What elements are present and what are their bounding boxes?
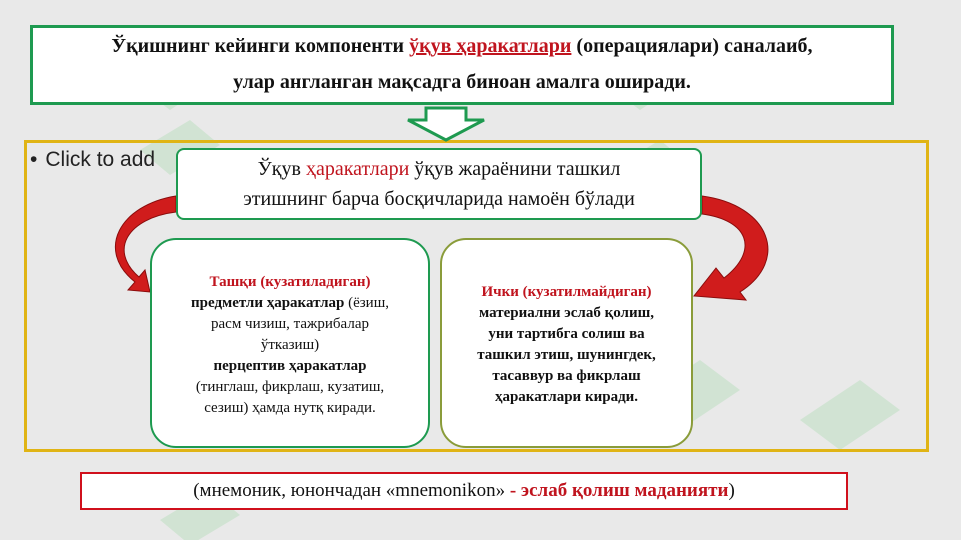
middle-box-line1 <box>178 154 700 184</box>
middle-box-pre: Ўқув <box>257 158 306 180</box>
external-card-line1 <box>152 293 428 314</box>
internal-card-line1: материални эслаб қолиш, <box>478 305 655 321</box>
top-box-line1-pre: Ўқишнинг кейинги компоненти <box>111 35 410 57</box>
top-box-line2: улар англанган мақсадга биноан амалга оширади. <box>233 71 691 93</box>
middle-box <box>176 148 702 220</box>
internal-actions-card <box>440 238 693 448</box>
bottom-note-accent: - эслаб қолиш маданияти <box>509 480 729 501</box>
top-box-accent: ўқув ҳаракатлари <box>409 35 572 57</box>
down-arrow-icon <box>408 108 484 140</box>
internal-card-line2: уни тартибга солиш ва <box>488 326 645 342</box>
external-card-line1-rest: (ёзиш, <box>344 295 389 311</box>
internal-card-line4: тасаввур ва фикрлаш <box>492 368 641 384</box>
bottom-note-pre: (мнемоник, юнончадан «mnemonikon» <box>193 480 510 501</box>
bottom-note-post: ) <box>728 480 735 501</box>
external-card-line1-bold: предметли ҳаракатлар <box>191 295 345 311</box>
external-card-line3: ўтказиш) <box>260 337 320 353</box>
external-card-line2: расм чизиш, тажрибалар <box>211 316 369 332</box>
middle-box-post: ўқув жараёнини ташкил <box>409 158 621 180</box>
external-card-line5: (тинглаш, фикрлаш, кузатиш, <box>195 379 385 395</box>
top-box-line1-post: (операциялари) саналаиб, <box>571 35 813 57</box>
internal-card-title: Ички (кузатилмайдиган) <box>481 284 652 300</box>
external-card-title: Ташқи (кузатиладиган) <box>209 274 371 290</box>
external-actions-card <box>150 238 430 448</box>
external-card-line4: перцептив ҳаракатлар <box>213 358 367 374</box>
right-curved-arrow-icon <box>694 196 768 300</box>
bullet-point: • <box>30 148 38 171</box>
internal-card-line5: ҳаракатлари киради. <box>494 389 639 405</box>
placeholder-text: Click to add <box>45 148 156 171</box>
middle-box-line2: этишнинг барча босқичларида намоён бўлади <box>243 188 635 210</box>
middle-box-accent: ҳаракатлари <box>305 158 410 180</box>
internal-card-line3: ташкил этиш, шунингдек, <box>477 347 656 363</box>
external-card-line6: сезиш) ҳамда нутқ киради. <box>204 400 376 416</box>
bottom-note-box <box>80 472 848 510</box>
